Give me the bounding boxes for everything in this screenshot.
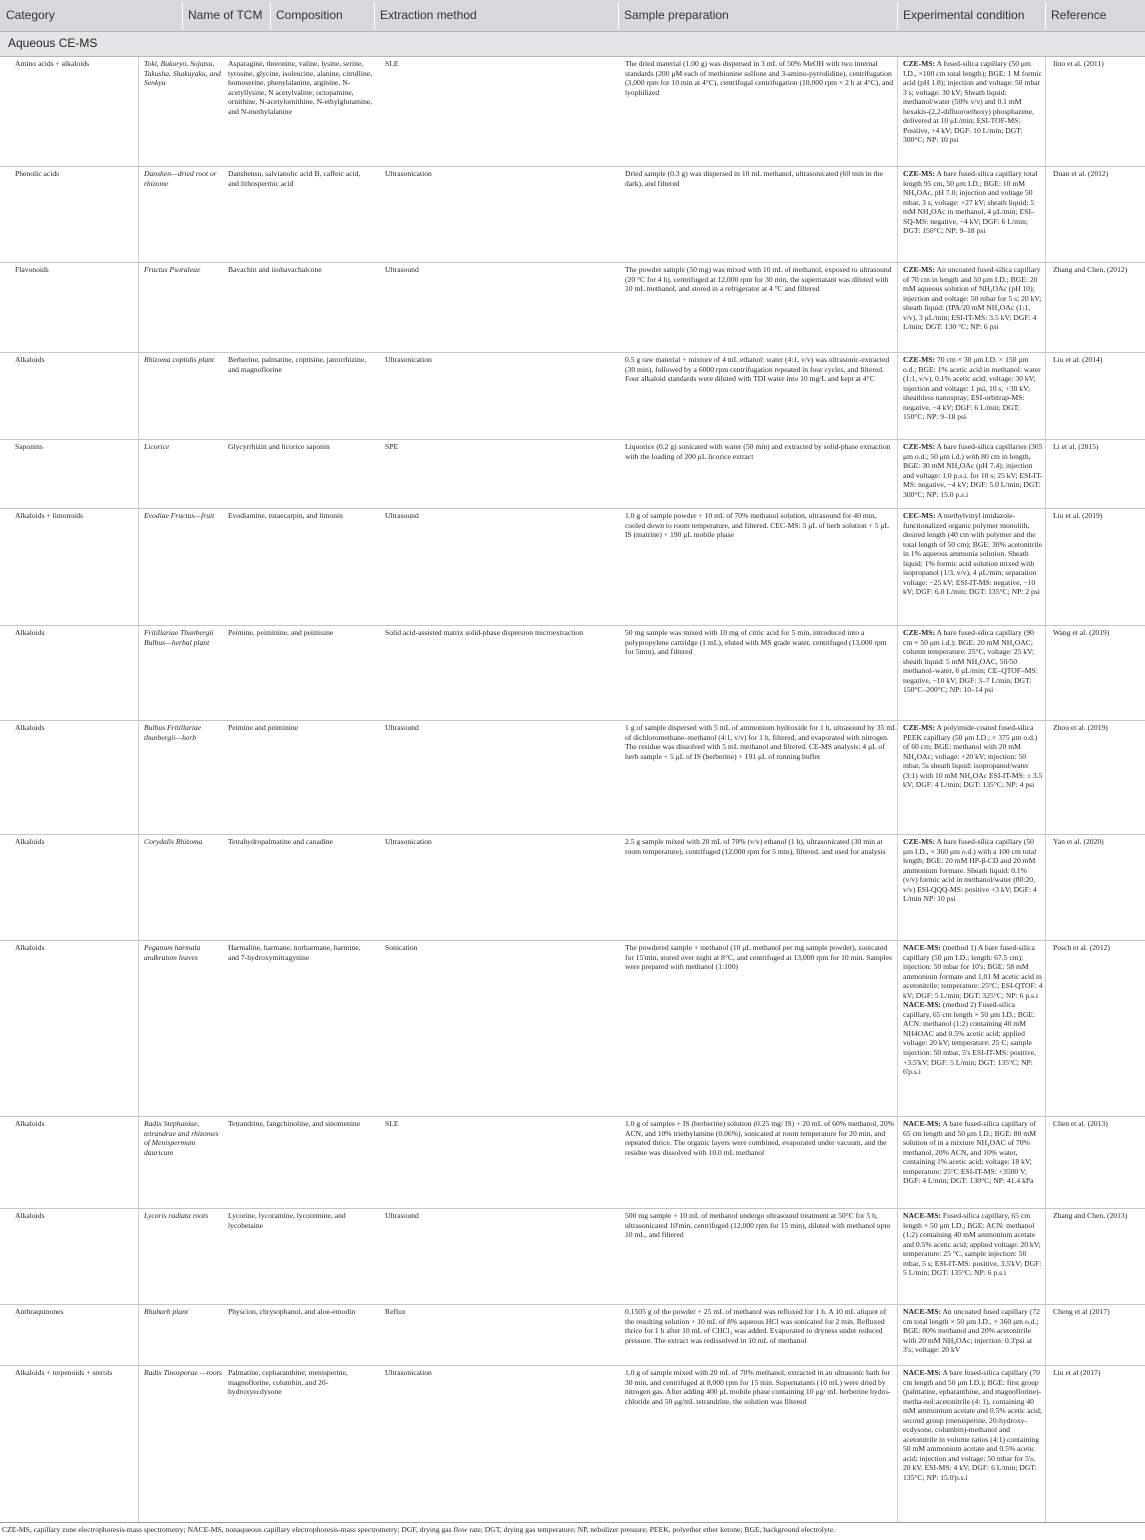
cell-reference: Zhang and Chen, (2013) (1053, 1211, 1128, 1220)
cell-reference: Wang et al. (2019) (1053, 628, 1110, 637)
cell-category: Alkaloids + limonoids (15, 511, 83, 520)
section-row (0, 32, 1145, 57)
column-divider (1045, 57, 1046, 1522)
condition-method-label: CEC-MS: (903, 511, 936, 520)
cell-reference: Zhou et al. (2019) (1053, 723, 1108, 732)
condition-text: A fused-silica capillary (50 μm I.D., ×100 cm total length); BGE: 1 M formic acid (pH 1.8); injection and voltage: 50 mbar 3 s; voltage: 30 kV; Sheath liquid: methanol/water (50% v/v) and 0.1 mM hexakis-(2,2-difluoroethoxy) phosphazene, delivered at 10 μL/min; ESI-TOF-MS: Positive, +4 kV; DGF: 10 L/min; DGT: 300°C; NP: 10 psi (903, 59, 1043, 145)
row-divider (0, 1304, 1145, 1305)
cell-tcm: Toki, Bukuryo, Sojutsu, Takusha, Shakuyaku, and Senkyu (144, 59, 221, 88)
row-divider (0, 1116, 1145, 1117)
header-sample: Sample preparation (624, 8, 729, 22)
cell-tcm: Corydalis Rhizoma (144, 837, 203, 846)
cell-sample: 1 g of sample dispersed with 5 mL of ammonium hydroxide for 1 h, ultrasound by 35 mL of dichloromethane–methanol (4:1, v/v) for 1 h, filtered, and evaporated with nitrogen. The residue was dissolved with 5 mL methanol and filtered. CE-MS analysis: 4 μL of herb sample + 5 μL of IS (berberine) + 191 μL of running buffer (625, 723, 897, 761)
row-divider (0, 439, 1145, 440)
cell-sample: 0.1505 g of the powder + 25 mL of methanol was refluxed for 1 h. A 10 mL aliquot of the resulting solution + 10 mL of 8% aqueous HCl was sonicated for 2 min. Refluxed thrice for 1 h after 10 mL of CHCl₃ was added. Evaporated to dryness under reduced pressure. The extract was redissolved in 10 mL of methanol (625, 1307, 887, 1345)
cell-category: Anthraquinones (15, 1307, 64, 1316)
cell-category: Alkaloids (15, 628, 45, 637)
condition-method-label: CZE-MS: (903, 837, 936, 846)
cell-condition (903, 1211, 1043, 1303)
condition-text: A bare fused-silica capillary (50 μm I.D., × 360 μm o.d.) with a 100 cm total length; BGE: 20 mM HP-β-CD and 20 mM ammonium formate. Sheath liquid: 0.1% (v/v) formic acid in methanol/water (80:20, v/v) ESI-QQQ-MS: positive +3 kV; DGF: 4 L/min NP: 10 psi (903, 837, 1037, 904)
header-condition: Experimental condition (903, 8, 1025, 22)
cell-extraction: Solid acid-assisted matrix solid-phase dispersion microextraction (385, 628, 584, 637)
cell-condition (903, 1368, 1043, 1520)
cell-condition (903, 837, 1043, 939)
cell-condition (903, 1119, 1043, 1207)
cell-sample: 500 mg sample + 10 mL of methanol undergo ultrasound treatment at 50°C for 5 h, ultrasonicated 10'min, centrifuged (12,000 rpm for 15 min), diluted with methanol upto 10 mL, and filtered (625, 1211, 891, 1240)
cell-sample: Dried sample (0.3 g) was dispersed in 10 mL methanol, ultrasonicated (60 min in the dark), and filtered (625, 169, 883, 188)
cell-extraction: SLE (385, 1119, 399, 1128)
cell-reference: Yan et al. (2020) (1053, 837, 1104, 846)
cell-condition (903, 511, 1043, 624)
condition-text: 70 cm × 30 μm I.D. × 150 μm o.d.; BGE: 1% acetic acid in methanol: water (1:1, v/v), 0.1% acetic acid; voltage: 30 kV; injection and voltage: 1 psi, 10 s; +30 kV; sheathless nanospray; ESI-orbitrap-MS: negative, −4 kV; DGF: 6 L/min; DGT: 150°C; NP: 9–18 psi (903, 355, 1041, 422)
cell-reference: Cheng et al (2017) (1053, 1307, 1110, 1316)
cell-extraction: Ultrasound (385, 723, 419, 732)
cell-category: Alkaloids (15, 1211, 45, 1220)
cell-extraction: Ultrasound (385, 511, 419, 520)
row-divider (0, 166, 1145, 167)
cell-sample: The powder sample (50 mg) was mixed with 10 mL of methanol, exposed to ultrasound (20 °C for 4 h), centrifuged at 12,000 rpm for 30 min, the supernatant was diluted with 10 mL methanol, and stored in a refrigerator at 4 °C and filtered (625, 265, 892, 294)
cell-composition: Danshensu, salvianolic acid B, caffeic acid, and lithospermic acid (228, 169, 361, 188)
cell-tcm: Peganum harmala andkratom leaves (144, 943, 201, 962)
condition-text: Fused-silica capillary, 65 cm length × 50 μm I.D.; BGE: ACN: methanol (1:2) containing 40 mM ammonium acetate and 0.5% acetic acid; applied voltage: 20 kV; temperature: 25 °C, sample injection: 50 mbar, 5 s; ESI-IT-MS: positive, 3.5'kV; DGF: 5 L/min; DGT: 135°C; NP: 6 p.s.i (903, 1211, 1042, 1278)
cell-condition (903, 59, 1043, 165)
cell-tcm: Bulbus Fritillariae thunbergii—herb (144, 723, 202, 742)
cell-condition (903, 1307, 1043, 1364)
cell-extraction: SLE (385, 59, 399, 68)
cell-composition: Evodiamine, rutaecarpin, and limonin (228, 511, 343, 520)
cell-extraction: SPE (385, 442, 399, 451)
cell-extraction: Ultrasonication (385, 1368, 432, 1377)
row-divider (0, 262, 1145, 263)
cell-extraction: Ultrasonication (385, 169, 432, 178)
cell-composition: Bavachin and isobavachalcone (228, 265, 322, 274)
header-category: Category (6, 8, 55, 22)
cell-sample: Liquorice (0.2 g) sonicated with water (50 min) and extracted by solid-phase extraction with the loading of 200 μL licorice extract (625, 442, 891, 461)
cell-tcm: Rhizoma coptidis plant (144, 355, 215, 364)
cell-tcm: Licorice (144, 442, 170, 451)
row-divider (0, 352, 1145, 353)
row-divider (0, 720, 1145, 721)
cell-extraction: Ultrasonication (385, 837, 432, 846)
cell-condition (903, 169, 1043, 261)
cell-sample: 1.0 g of samples + IS (berberine) solution (0.25 mg/ IS) + 20 mL of 60% methanol, 20% ACN, and 10% triethylamine (0.06%), sonicated at room temperature for 20 min, and repeated thrice. The organic layers were combined, evaporated under vacuum, and the residue was dissolved with 10.0 mL methanol (625, 1119, 894, 1157)
cell-reference: Posch et al. (2012) (1053, 943, 1110, 952)
condition-method-label: NACE-MS: (903, 943, 941, 952)
cell-composition: Lycorine, lycoramine, lycoremine, and lycobetaine (228, 1211, 346, 1230)
table-footnote: CZE-MS, capillary zone electrophoresis-mass spectrometry; NACE-MS, nonaqueous capillary electrophoresis-mass spectrometry; DGF, drying gas flow rate; DGT, drying gas temperature; NP, nebulizer pressure; PEEK, polyether ether ketone; BGE, background electrolyte. (2, 1525, 836, 1534)
condition-text: A methylvinyl imidazole-functionalized organic polymer monolith, desired length (40 cm with polymer and the total length of 50 cm); BGE: 30% acetonitrile in 1% aqueous ammonia solution. Sheath liquid: 1% formic acid solution mixed with isopropanol (1/3, v/v), 4 μL/min; separation voltage: −25 kV; ESI-IT-MS: negative, −10 kV; DGF: 6.0 L/min; DGT: 135°C; NP: 2 psi (903, 511, 1042, 597)
condition-method-label: CZE-MS: (903, 169, 936, 178)
cell-tcm: Lycoris radiata roots (144, 1211, 209, 1220)
condition-method-label: NACE-MS: (903, 1368, 941, 1377)
cell-reference: Zhang and Chen, (2012) (1053, 265, 1128, 274)
cell-reference: Liu et al. (2019) (1053, 511, 1103, 520)
cell-reference: Liu et al. (2014) (1053, 355, 1103, 364)
cell-composition: Peimine and peiminine (228, 723, 299, 732)
condition-method-label: NACE-MS: (903, 1211, 941, 1220)
condition-method-label: CZE-MS: (903, 628, 936, 637)
cell-extraction: Reflux (385, 1307, 406, 1316)
cell-reference: Liu et al (2017) (1053, 1368, 1101, 1377)
cell-composition: Berberine, palmatine, coptisine, jatrorrhizine, and magnoflorine (228, 355, 367, 374)
condition-method-label: CZE-MS: (903, 265, 936, 274)
cell-tcm: Radix Stephaniae, tetrandrae and rhizomes of Menispermum dauricum (144, 1119, 219, 1157)
header-tcm: Name of TCM (188, 8, 263, 22)
cell-composition: Asparagine, threonine, valine, lysine, serine, tyrosine, glycine, isoleucine, alanine, citrulline, homoserine, phenylalanine, arginine, N-acetyllysine, N acetylvaline; octopamine, ornithine, N-acetylornithine, N-ethylglutamine, and N-methylalanine (228, 59, 373, 116)
table-bottom-rule (0, 1522, 1145, 1523)
cell-reference: Li et al. (2015) (1053, 442, 1099, 451)
cell-composition: Glycyrrhizin and licorice saponin (228, 442, 330, 451)
cell-extraction: Sonication (385, 943, 418, 952)
condition-text: An uncoated fused capillary (72 cm total length × 50 μm I.D., × 360 μm o.d.; BGE: 80% methanol and 20% acetonitrile with 20 mM NH₄OAc; injection: 0.3'psi at 3's; voltage: 20 kV (903, 1307, 1040, 1355)
condition-method-label: CZE-MS: (903, 442, 936, 451)
header-extraction: Extraction method (380, 8, 477, 22)
cell-category: Alkaloids (15, 723, 45, 732)
cell-tcm: Fructus Psoraleae (144, 265, 201, 274)
cell-composition: Harmaline, harmane, norharmane, harmine, and 7-hydroxymitragynine (228, 943, 361, 962)
row-divider (0, 1365, 1145, 1366)
cell-sample: The powdered sample + methanol (10 μL methanol per mg sample powder), sonicated for 15'min, stored over night at 8°C, and centrifuged at 13,000 rpm for 10 min. Samples were prepared with methanol (1:100) (625, 943, 892, 972)
cell-tcm: Rhubarb plant (144, 1307, 189, 1316)
cell-category: Flavonoids (15, 265, 49, 274)
cell-composition: Palmatine, cepharanthine; menisperine, magnoflorine, columbin, and 20-hydroxyecdysone (228, 1368, 348, 1397)
cell-composition: Tetrandrine, fangchinoline, and sinomenine (228, 1119, 361, 1128)
header-reference: Reference (1051, 8, 1107, 22)
cell-reference: Chen et al. (2013) (1053, 1119, 1108, 1128)
condition-text: A bare fused-silica capillaries (365 μm o.d.; 50 μm i.d.) with 80 cm in length, BGE: 30 mM NH₄OAc (pH 7.4); injection and voltage: 1.0 p.s.i. for 10 s; 25 kV; ESI-IT-MS: negative, −4 kV; DGF: 5.0 L/min; DGT: 300°C; NP: 15.0 p.s.i (903, 442, 1043, 499)
condition-method-label: CZE-MS: (903, 723, 936, 732)
condition-method-label: NACE-MS: (903, 1119, 941, 1128)
row-divider (0, 834, 1145, 835)
cell-condition (903, 442, 1043, 507)
column-divider (138, 57, 139, 1522)
condition-text: A polyimide-coated fused-silica PEEK capillary (50 μm I.D.; × 375 μm o.d.) of 60 cm; BGE: methanol with 20 mM NH₄OAc; voltage: +20 kV; injection: 50 mbar, 5s sheath liquid: isopropanol/water (3:1) with 10 mM NH₄OAc ESI-IT-MS: ± 3.5 kV; DGF: 4 L/min; DGT: 135°C; NP: 4 psi (903, 723, 1043, 790)
condition-method-label: CZE-MS: (903, 59, 936, 68)
condition-method-label: NACE-MS: (903, 1307, 941, 1316)
cell-sample: 1.0 g of sample mixed with 20 mL of 70% methanol, extracted in an ultrasonic bath for 30 min, and centrifuged at 8,000 rpm for 15 min. Supernatants (10 mL) were dried by nitrogen gas. After adding 400 μL mobile phase containing 10 μg/ mL berberine hydro-chloride and 50 μg/mL tetrandrine, the solution was filtered (625, 1368, 891, 1406)
cell-category: Alkaloids (15, 355, 45, 364)
cell-condition (903, 723, 1043, 833)
cell-composition: Peimine, peiminine, and peimisine (228, 628, 334, 637)
row-divider (0, 940, 1145, 941)
condition-text: A bare fused-silica capillary (70 cm length and 50 μm I.D.); BGE: first group (palmatine, epharanthine, and magnoflorine)- metha-nol:acetonitrile (4: 1), containing 40 mM ammonium acetate and 0.5% acetic acid; second group (menisperine, 20-hydroxy-ecdysone, columbin)-methanol and acetonitrile in volume ratios (4:1) containing 50 mM ammonium acetate and 0.5% acetic acid; injection and voltage: 50 mbar for 5's, 20 kV. ESI-MS: 4 kV; DGF: 6 L/min; DGT: 135°C; NP: 15.0'p.s.i (903, 1368, 1042, 1483)
cell-composition: Physcion, chrysophanol, and aloe-emodin (228, 1307, 356, 1316)
cell-sample: 2.5 g sample mixed with 20 mL of 70% (v/v) ethanol (1 h), ultrasonicated (30 min at room temperature), centrifuged (12,000 rpm for 5 min), filtered, and used for analysis (625, 837, 886, 856)
condition-text: (method 1) A bare fused-silica capillary (50 μm I.D.; length: 67.5 cm); injection: 50 mbar for 10's; BGE: 58 mM ammonium formate and 1.01 M acetic acid in acetonitrile; temperature: 25°C; ESI-QTOF: 4 kV; DGF: 5 L/min; DGT: 325°C; NP: 6 p.s.i (903, 943, 1043, 1000)
condition-text: An uncoated fused-silica capillary of 70 cm in length and 50 μm I.D.; BGE: 20 mM aqueous solution of NH₄OAc (pH 10); injection and voltage: 50 mbar for 5 s; 20 kV; sheath liquid: (IPA/20 mM NH₄OAc (1:1, v/v), 3 μL/min; ESI-IT-MS: 3.5 kV; DGF: 4 L/min; DGT: 130 °C; NP: 6 psi (903, 265, 1042, 332)
cell-condition (903, 943, 1043, 1115)
cell-condition (903, 355, 1043, 438)
cell-category: Saponins (15, 442, 43, 451)
cell-extraction: Ultrasonication (385, 355, 432, 364)
cell-sample: 1.0 g of sample powder + 10 mL of 70% methanol solution, ultrasound for 40 min, cooled down to room temperature, and filtered. CEC-MS: 5 μL of herb solution + 5 μL IS (matrine) + 190 μL mobile phase (625, 511, 889, 540)
cell-category: Phenolic acids (15, 169, 60, 178)
section-title: Aqueous CE-MS (8, 36, 98, 50)
row-divider (0, 1208, 1145, 1209)
row-divider (0, 625, 1145, 626)
cell-category: Alkaloids (15, 1119, 45, 1128)
condition-text: (method 2) Fused-silica capillary, 65 cm length × 50 μm I.D.; BGE: ACN: methanol (1:2) containing 40 mM NH4OAC and 0.5% acetic acid; applied voltage: 20 kV; temperature: 25 C; sample injection: 50 mbar, 5's ESI-IT-MS: positive, +3.5'kV; DGF: 5 L/min; DGT: 135°C; NP: 6'p.s.i (903, 1000, 1037, 1077)
cell-extraction: Ultrasound (385, 1211, 419, 1220)
cell-category: Amino acids + alkaloids (15, 59, 90, 68)
column-divider (897, 57, 898, 1522)
cell-tcm: Evodiae Fructus—fruit (144, 511, 215, 520)
cell-sample: 50 mg sample was mixed with 10 mg of citric acid for 5 min, introduced into a polypropylene cartridge (1 mL), eluted with MS grade water, centrifuged (13,000 rpm for 5min), and filtered (625, 628, 887, 657)
cell-condition (903, 265, 1043, 351)
cell-condition (903, 628, 1043, 719)
cell-category: Alkaloids (15, 943, 45, 952)
condition-method-label: NACE-MS: (903, 1000, 941, 1010)
cell-composition: Tetrahydropalmatine and canadine (228, 837, 333, 846)
cell-reference: Iino et al. (2011) (1053, 59, 1104, 68)
condition-text: A bare fused-silica capillary total length 95 cm, 50 μm I.D.; BGE: 10 mM NH₄OAc, pH 7.0; injection and voltage 50 mbar, 3 s, voltage: +27 kV; sheath liquid: 5 mM NH₄OAc in methanol, 4 μL/min; ESI-SQ-MS: negative, −4 kV; DGF: 6 L/min; DGT: 150°C; NP: 9–18 psi (903, 169, 1038, 236)
cell-category: Alkaloids (15, 837, 45, 846)
table-header (0, 0, 1145, 32)
cell-reference: Duan et al. (2012) (1053, 169, 1109, 178)
condition-text: A bare fused-silica capillary (90 cm × 50 μm i.d.); BGE: 20 mM NH₄OAC; column temperature: 25°C, voltage: 25 kV; sheath liquid: 5 mM NH₄OAC, 50/50 methanol–water, 6 μL/min; CE–QTOF–MS: negative, −10 kV; DGF: 3–7 L/min; DGT: 150°C–200°C; NP: 10–14 psi (903, 628, 1038, 695)
cell-category: Alkaloids + terpenoids + sterols (15, 1368, 113, 1377)
cell-sample: 0.5 g raw material + mixture of 4 mL ethanol: water (4:1, v/v) was ultrasonic-extracted (30 min), followed by a 6000 rpm centrifugation repeated in four cycles, and filtered. Four alkaloid standards were diluted with TDI water into 10 mg/L and kept at 4°C (625, 355, 890, 384)
cell-tcm: Radix Tinosporae —roots (144, 1368, 222, 1377)
cell-tcm: Danshen—dried root or rhizome (144, 169, 217, 188)
cell-tcm: Fritillariae Thunbergii Bulbus—herbal plant (144, 628, 214, 647)
cell-extraction: Ultrasound (385, 265, 419, 274)
condition-text: A bare fused-silica capillary of 65 cm length and 50 μm I.D.; BGE: 80 mM solution of in a mixture NH₄OAC of 70% methanol, 20% ACN, and 10% water, containing 1% acetic acid; voltage: 18 kV; temperature: 25°C ESI-IT-MS: +3500 V; DGF: 4 L/min; DGT: 130°C; NP: 41.4 kPa (903, 1119, 1037, 1186)
cell-sample: The dried material (1.00 g) was dispersed in 3 mL of 50% MeOH with two internal standards (200 μM each of methionine sulfone and 3-amino-pyrrolidine), centrifugation (3,000 rpm for 10 min at 4°C), centrifugal centrifugation (10,000 rpm × 2 h at 4°C), and lyophilized (625, 59, 894, 97)
header-composition: Composition (276, 8, 343, 22)
condition-method-label: CZE-MS: (903, 355, 936, 364)
row-divider (0, 508, 1145, 509)
